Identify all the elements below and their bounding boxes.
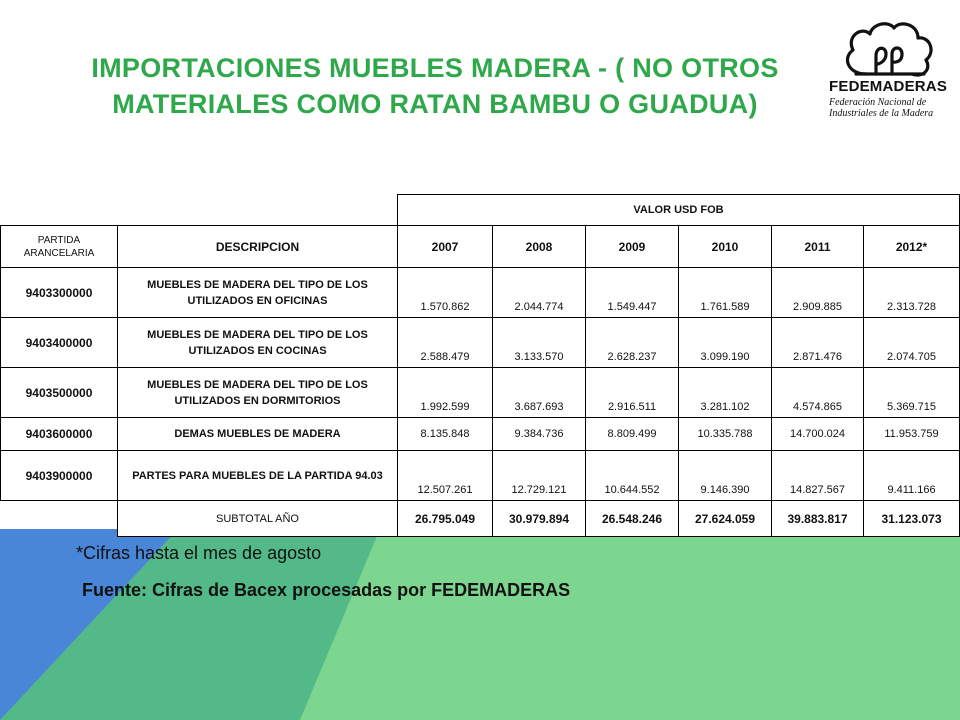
value-cell: 2.588.479 xyxy=(398,318,493,368)
value-cell: 11.953.759 xyxy=(864,418,960,451)
page-title-line-2: MATERIALES COMO RATAN BAMBU O GUADUA) xyxy=(112,89,758,119)
subtotal-value: 27.624.059 xyxy=(679,501,772,537)
header-year: 2011 xyxy=(772,226,864,268)
logo-name: FEDEMADERAS xyxy=(829,78,948,95)
value-cell: 2.871.476 xyxy=(772,318,864,368)
table-row xyxy=(1,418,960,451)
table-group-header-row xyxy=(1,195,960,226)
table-row xyxy=(1,268,960,318)
value-cell: 2.044.774 xyxy=(493,268,586,318)
value-cell: 8.809.499 xyxy=(586,418,679,451)
value-cell: 1.570.862 xyxy=(398,268,493,318)
value-cell: 3.099.190 xyxy=(679,318,772,368)
logo-subtitle-line-1: Federación Nacional de xyxy=(829,97,927,108)
partida-code: 9403600000 xyxy=(1,418,118,451)
row-description: MUEBLES DE MADERA DEL TIPO DE LOS UTILIZADOS EN COCINAS xyxy=(118,318,398,368)
page-title xyxy=(40,50,830,122)
group-header-valor-usd-fob: VALOR USD FOB xyxy=(398,195,960,226)
value-cell: 9.384.736 xyxy=(493,418,586,451)
subtotal-value: 26.548.246 xyxy=(586,501,679,537)
header-descripcion: DESCRIPCION xyxy=(118,226,398,268)
subtotal-value: 31.123.073 xyxy=(864,501,960,537)
value-cell: 3.687.693 xyxy=(493,368,586,418)
value-cell: 1.549.447 xyxy=(586,268,679,318)
logo-subtitle xyxy=(829,97,933,119)
value-cell: 3.133.570 xyxy=(493,318,586,368)
value-cell: 14.700.024 xyxy=(772,418,864,451)
table-row xyxy=(1,451,960,501)
value-cell: 10.335.788 xyxy=(679,418,772,451)
logo-subtitle-line-2: Industriales de la Madera xyxy=(829,108,934,119)
value-cell: 2.628.237 xyxy=(586,318,679,368)
header-year: 2010 xyxy=(679,226,772,268)
value-cell: 12.729.121 xyxy=(493,451,586,501)
value-cell: 5.369.715 xyxy=(864,368,960,418)
value-cell: 3.281.102 xyxy=(679,368,772,418)
value-cell: 1.761.589 xyxy=(679,268,772,318)
partida-code: 9403300000 xyxy=(1,268,118,318)
imports-table xyxy=(0,194,960,537)
row-description: PARTES PARA MUEBLES DE LA PARTIDA 94.03 xyxy=(118,451,398,501)
value-cell: 4.574.865 xyxy=(772,368,864,418)
row-description: DEMAS MUEBLES DE MADERA xyxy=(118,418,398,451)
partida-code: 9403500000 xyxy=(1,368,118,418)
table-header-row xyxy=(1,226,960,268)
footnote-text: *Cifras hasta el mes de agosto xyxy=(76,543,322,563)
value-cell: 2.074.705 xyxy=(864,318,960,368)
row-description: MUEBLES DE MADERA DEL TIPO DE LOS UTILIZADOS EN OFICINAS xyxy=(118,268,398,318)
subtotal-label: SUBTOTAL AÑO xyxy=(118,501,398,537)
row-description: MUEBLES DE MADERA DEL TIPO DE LOS UTILIZADOS EN DORMITORIOS xyxy=(118,368,398,418)
value-cell: 2.313.728 xyxy=(864,268,960,318)
subtotal-value: 26.795.049 xyxy=(398,501,493,537)
source-text: Fuente: Cifras de Bacex procesadas por FEDEMADERAS xyxy=(82,580,571,600)
table-row xyxy=(1,368,960,418)
value-cell: 10.644.552 xyxy=(586,451,679,501)
header-year: 2009 xyxy=(586,226,679,268)
header-partida-arancelaria: PARTIDA ARANCELARIA xyxy=(1,226,118,268)
header-year: 2007 xyxy=(398,226,493,268)
partida-code: 9403400000 xyxy=(1,318,118,368)
value-cell: 9.411.166 xyxy=(864,451,960,501)
subtotal-value: 30.979.894 xyxy=(493,501,586,537)
value-cell: 1.992.599 xyxy=(398,368,493,418)
partida-code: 9403900000 xyxy=(1,451,118,501)
value-cell: 2.909.885 xyxy=(772,268,864,318)
value-cell: 9.146.390 xyxy=(679,451,772,501)
page-title-line-1: IMPORTACIONES MUEBLES MADERA - ( NO OTROS xyxy=(91,53,779,83)
header-year: 2012* xyxy=(864,226,960,268)
table-row xyxy=(1,318,960,368)
value-cell: 2.916.511 xyxy=(586,368,679,418)
value-cell: 8.135.848 xyxy=(398,418,493,451)
header-year: 2008 xyxy=(493,226,586,268)
subtotal-row xyxy=(1,501,960,537)
value-cell: 14.827.567 xyxy=(772,451,864,501)
subtotal-value: 39.883.817 xyxy=(772,501,864,537)
value-cell: 12.507.261 xyxy=(398,451,493,501)
